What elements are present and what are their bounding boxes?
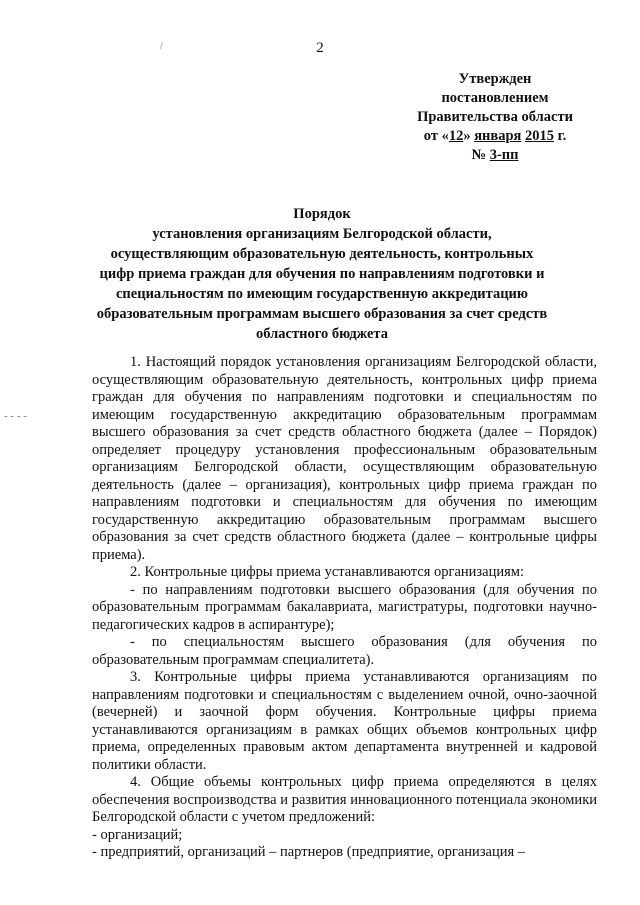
approval-day: 12 <box>448 128 464 144</box>
scan-mark: / <box>160 40 164 52</box>
paragraph-8: - предприятий, организаций – партнеров (предприятие, организация – <box>92 844 526 860</box>
scan-mark: - - - - <box>4 410 27 422</box>
paragraph-2: 2. Контрольные цифры приема устанавливаются организациям: <box>130 564 524 580</box>
approval-number: № 3-пп <box>471 147 519 163</box>
approval-month: января <box>474 128 522 144</box>
document-title: Порядок <box>293 206 351 222</box>
paragraph-6: 4. Общие объемы контрольных цифр приема определяются в целях обеспечения воспроизводства и развития инновационного потенциала экономики Белгородской области с учетом предложений: <box>92 774 597 825</box>
approval-stamp <box>395 70 595 165</box>
document-heading <box>92 204 552 344</box>
page-number: 2 <box>316 40 324 56</box>
paragraph-3: - по направлениям подготовки высшего образования (для обучения по образовательным программам бакалавриата, магистратуры, подготовки научно-педагогических кадров в аспирантуре); <box>92 581 597 633</box>
document-body <box>92 354 597 862</box>
approval-line: постановлением <box>441 90 549 106</box>
approval-year: 2015 <box>525 128 555 144</box>
approval-line: Правительства области <box>417 109 573 125</box>
paragraph-5: 3. Контрольные цифры приема устанавливаются организациям по направлениям подготовки и специальностям с выделением очной, очно-заочной (вечерней) и заочной форм обучения. Контрольные цифры приема устанавливаются организациям в рамках общих объемов контрольных цифр приема, определенных правовым актом департамента внутренней и кадровой политики области. <box>92 669 597 773</box>
paragraph-4: - по специальностям высшего образования (для обучения по образовательным программам специалитета). <box>92 634 597 668</box>
approval-date: от «12» января 2015 г. <box>423 128 567 144</box>
paragraph-7: - организаций; <box>92 826 183 843</box>
document-subtitle: установления организациям Белгородской области, осуществляющим образовательную деятельность, контрольных цифр приема граждан для обучения по направлениям подготовки и специальностям по имеющим государственную аккредитацию образовательным программам высшего образования за счет средств областного бюджета <box>96 226 548 342</box>
approval-line: Утвержден <box>458 71 532 87</box>
paragraph-1: 1. Настоящий порядок установления организациям Белгородской области, осуществляющим образовательную деятельность, контрольных цифр приема граждан для обучения по направлениям подготовки и специальностям по имеющим государственную аккредитацию образовательным программам высшего образования за счет средств областного бюджета (далее – Порядок) определяет процедуру установления профессиональным образовательным организациям Белгородской области, осуществляющим образовательную деятельность (далее – организация), контрольных цифр приема граждан по направлениям подготовки и специальностям для обучения по имеющим государственную аккредитацию образовательным программам высшего образования за счет средств областного бюджета (далее – контрольные цифры приема). <box>92 354 597 563</box>
